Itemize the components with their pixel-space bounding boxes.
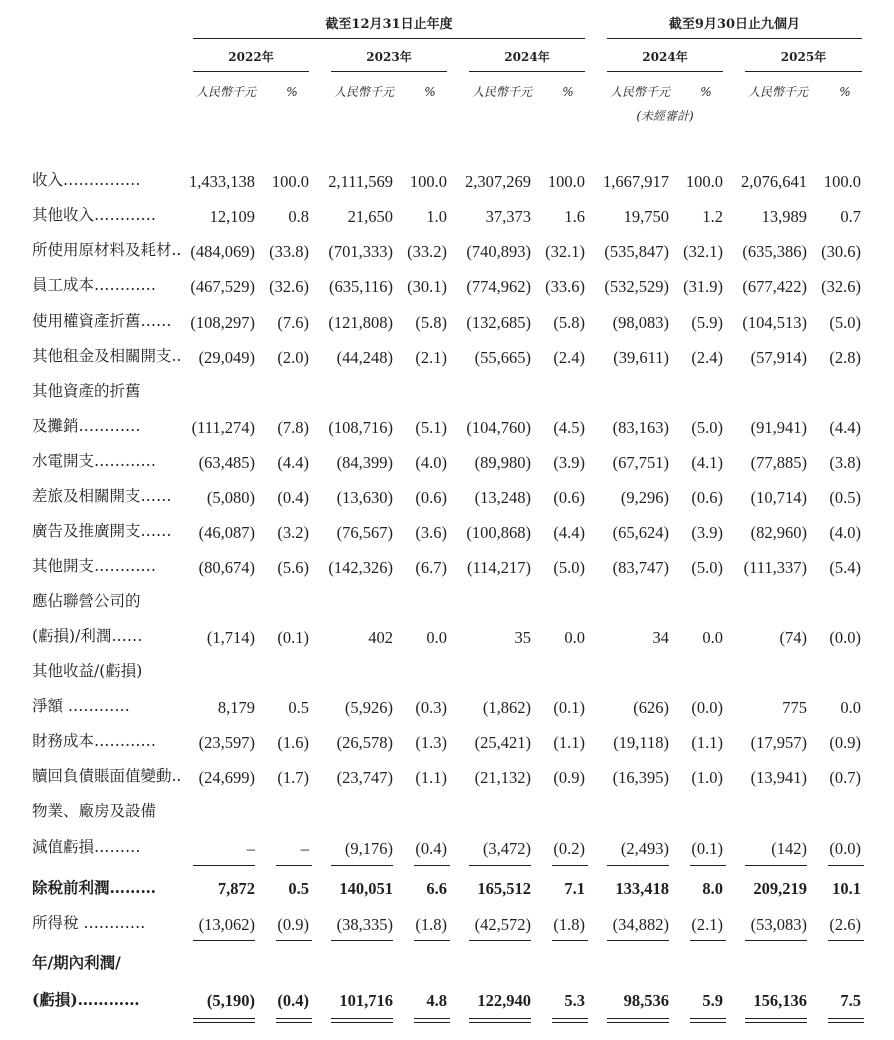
row-label: 水電開支………… [32,452,157,470]
amount-cell: (63,485) [198,453,255,472]
amount-cell: (532,529) [604,277,669,296]
amount-cell: 2,111,569 [328,172,393,191]
amount-cell: (38,335) [336,915,393,934]
amount-cell: 122,940 [477,991,531,1010]
amount-cell: (121,808) [328,313,393,332]
total-double-rule [745,1018,807,1019]
amount-cell: (53,083) [750,915,807,934]
subtotal-rule [331,940,393,941]
amount-cell: 165,512 [477,879,531,898]
subtotal-rule [331,865,393,866]
amount-cell: 1,667,917 [603,172,669,191]
row-label: 廣告及推廣開支…… [32,522,172,540]
amount-cell: (111,337) [743,558,807,577]
total-double-rule [690,1022,726,1023]
amount-cell: 101,716 [339,991,393,1010]
amount-cell: (13,062) [198,915,255,934]
percent-cell: (0.9) [553,768,585,787]
year-header: 2022年 [228,50,274,64]
subtotal-rule [828,865,864,866]
amount-cell: (467,529) [190,277,255,296]
amount-cell: (84,399) [336,453,393,472]
amount-cell: (10,714) [750,488,807,507]
percent-cell: 1.0 [426,207,447,226]
subtotal-rule [414,940,450,941]
percent-cell: (0.6) [691,488,723,507]
subtotal-rule [552,940,588,941]
amount-cell: (104,513) [742,313,807,332]
percent-cell: (5.0) [691,558,723,577]
percent-cell: (4.0) [415,453,447,472]
total-double-rule [331,1022,393,1023]
row-label: 使用權資產折舊…… [32,312,172,330]
percent-cell: (0.6) [415,488,447,507]
total-double-rule [276,1018,312,1019]
amount-cell: (76,567) [336,523,393,542]
amount-cell: (24,699) [198,768,255,787]
subtotal-rule [552,865,588,866]
amount-cell: (80,674) [198,558,255,577]
percent-cell: (0.1) [277,628,309,647]
amount-cell: (132,685) [466,313,531,332]
amount-cell: (626) [633,698,669,717]
row-label: 應佔聯營公司的 [32,592,141,610]
percent-cell: (0.0) [829,628,861,647]
unit-amount: 人民幣千元 [747,85,808,99]
percent-cell: (0.4) [277,991,309,1010]
amount-cell: 19,750 [623,207,669,226]
amount-cell: (19,118) [613,733,669,752]
amount-cell: 2,076,641 [741,172,807,191]
percent-cell: (5.8) [553,313,585,332]
total-double-rule [607,1018,669,1019]
amount-cell: (23,597) [198,733,255,752]
row-label: 員工成本………… [32,276,157,294]
percent-cell: (2.0) [277,348,309,367]
amount-cell: (55,665) [474,348,531,367]
percent-cell: (0.4) [415,839,447,858]
amount-cell: (774,962) [466,277,531,296]
percent-cell: (30.1) [407,277,447,296]
amount-cell: 1,433,138 [189,172,255,191]
amount-cell: (17,957) [750,733,807,752]
amount-cell: (13,941) [750,768,807,787]
percent-cell: 0.7 [840,207,861,226]
subtotal-rule [745,865,807,866]
amount-cell: 133,418 [615,879,669,898]
percent-cell: 0.0 [564,628,585,647]
amount-cell: (740,893) [466,242,531,261]
amount-cell: (23,747) [336,768,393,787]
percent-cell: (4.4) [553,523,585,542]
total-double-rule [552,1018,588,1019]
percent-cell: (5.8) [415,313,447,332]
row-label: 及攤銷………… [32,417,141,435]
percent-cell: (5.4) [829,558,861,577]
amount-cell: (25,421) [474,733,531,752]
amount-cell: 12,109 [209,207,255,226]
amount-cell: 34 [652,628,669,647]
unit-percent: % [700,85,712,99]
amount-cell: (114,217) [466,558,531,577]
percent-cell: (1.7) [277,768,309,787]
row-label: (虧損)………… [32,990,140,1009]
percent-cell: 4.8 [426,991,447,1010]
amount-cell: (5,926) [344,698,393,717]
percent-cell: (3.9) [691,523,723,542]
unit-percent: % [424,85,436,99]
row-label: 所使用原材料及耗材.. [32,241,182,259]
amount-cell: 2,307,269 [465,172,531,191]
amount-cell: (39,611) [613,348,669,367]
amount-cell: 21,650 [347,207,393,226]
total-double-rule [828,1018,864,1019]
subtotal-rule [690,865,726,866]
subtotal-rule [607,865,669,866]
row-label: 所得稅 ………… [32,914,146,932]
percent-cell: 100.0 [823,172,861,191]
percent-cell: (0.1) [553,698,585,717]
percent-cell: (4.4) [277,453,309,472]
percent-cell: (5.0) [691,418,723,437]
subtotal-rule [690,940,726,941]
amount-cell: (65,624) [612,523,669,542]
percent-cell: (0.9) [829,733,861,752]
subtotal-rule [828,940,864,941]
percent-cell: 0.0 [702,628,723,647]
amount-cell: (1,862) [482,698,531,717]
amount-cell: (9,176) [344,839,393,858]
amount-cell: (9,296) [620,488,669,507]
percent-cell: 5.3 [564,991,585,1010]
total-double-rule [193,1022,255,1023]
amount-cell: (3,472) [482,839,531,858]
percent-cell: 7.5 [840,991,861,1010]
amount-cell: (26,578) [336,733,393,752]
unit-amount: 人民幣千元 [609,85,670,99]
amount-cell: (13,630) [336,488,393,507]
subtotal-rule [469,865,531,866]
row-label: 財務成本………… [32,732,157,750]
percent-cell: (3.2) [277,523,309,542]
percent-cell: (1.1) [691,733,723,752]
percent-cell: 0.0 [840,698,861,717]
unit-percent: % [562,85,574,99]
percent-cell: (30.6) [821,242,861,261]
amount-cell: 7,872 [217,879,255,898]
row-label: 其他開支………… [32,557,157,575]
percent-cell: (1.1) [553,733,585,752]
percent-cell: 8.0 [702,879,723,898]
percent-cell: 1.6 [564,207,585,226]
amount-cell: (484,069) [190,242,255,261]
row-label: 減值虧損……… [32,838,141,856]
amount-cell: (1,714) [206,628,255,647]
percent-cell: 0.8 [288,207,309,226]
subtotal-rule [414,865,450,866]
percent-cell: (4.5) [553,418,585,437]
amount-cell: (635,116) [328,277,393,296]
total-double-rule [414,1018,450,1019]
year-header: 2024年 [504,50,550,64]
percent-cell: (6.7) [415,558,447,577]
subtotal-rule [469,940,531,941]
row-label: 其他資產的折舊 [32,382,141,400]
percent-cell: (2.4) [553,348,585,367]
total-double-rule [469,1018,531,1019]
year-underline [193,71,309,72]
total-double-rule [193,1018,255,1019]
percent-cell: 100.0 [409,172,447,191]
amount-cell: 156,136 [753,991,807,1010]
row-label: 其他收益/(虧損) [32,662,143,680]
amount-cell: 402 [368,628,393,647]
percent-cell: 5.9 [702,991,723,1010]
percent-cell: 10.1 [832,879,861,898]
percent-cell: 6.6 [426,879,447,898]
percent-cell: (3.6) [415,523,447,542]
percent-cell: (4.4) [829,418,861,437]
percent-cell: (32.1) [545,242,585,261]
amount-cell: 140,051 [339,879,393,898]
amount-cell: (701,333) [328,242,393,261]
percent-cell: (33.2) [407,242,447,261]
row-label: 差旅及相關開支…… [32,487,172,505]
amount-cell: (42,572) [474,915,531,934]
percent-cell: (7.8) [277,418,309,437]
row-label: 贖回負債賬面值變動.. [32,767,182,785]
group-header-nine-months: 截至9月30日止九個月 [668,17,801,32]
row-label: 其他租金及相關開支.. [32,347,182,365]
percent-cell: (0.5) [829,488,861,507]
percent-cell: (33.8) [269,242,309,261]
group-header-fiscal-year: 截至12月31日止年度 [325,17,453,32]
total-double-rule [607,1022,669,1023]
amount-cell: – [246,839,255,858]
total-double-rule [552,1022,588,1023]
subtotal-rule [193,940,255,941]
amount-cell: (635,386) [742,242,807,261]
amount-cell: (83,747) [612,558,669,577]
percent-cell: 100.0 [547,172,585,191]
percent-cell: 100.0 [685,172,723,191]
year-header: 2024年 [642,50,688,64]
percent-cell: (3.8) [829,453,861,472]
percent-cell: (5.0) [829,313,861,332]
percent-cell: (33.6) [545,277,585,296]
percent-cell: (4.0) [829,523,861,542]
amount-cell: (111,274) [191,418,255,437]
amount-cell: (57,914) [750,348,807,367]
amount-cell: (29,049) [198,348,255,367]
amount-cell: 37,373 [485,207,531,226]
unit-amount: 人民幣千元 [333,85,394,99]
year-underline [469,71,585,72]
percent-cell: 0.0 [426,628,447,647]
percent-cell: (5.9) [691,313,723,332]
row-label: 物業、廠房及設備 [32,802,157,820]
amount-cell: 775 [782,698,807,717]
percent-cell: (3.9) [553,453,585,472]
percent-cell: (2.1) [691,915,723,934]
percent-cell: (7.6) [277,313,309,332]
percent-cell: 0.5 [288,698,309,717]
amount-cell: (46,087) [198,523,255,542]
amount-cell: (108,297) [190,313,255,332]
year-header: 2023年 [366,50,412,64]
percent-cell: (0.1) [691,839,723,858]
amount-cell: (104,760) [466,418,531,437]
amount-cell: (74) [779,628,807,647]
unit-percent: % [286,85,298,99]
amount-cell: (77,885) [750,453,807,472]
percent-cell: (0.4) [277,488,309,507]
percent-cell: (0.7) [829,768,861,787]
amount-cell: (535,847) [604,242,669,261]
percent-cell: (5.1) [415,418,447,437]
amount-cell: (89,980) [474,453,531,472]
row-label: 除稅前利潤……… [32,878,157,897]
percent-cell: (0.9) [277,915,309,934]
percent-cell: (2.4) [691,348,723,367]
amount-cell: 8,179 [217,698,255,717]
percent-cell: 100.0 [271,172,309,191]
percent-cell: 7.1 [564,879,585,898]
amount-cell: (98,083) [612,313,669,332]
group-underline [193,38,585,39]
percent-cell: (4.1) [691,453,723,472]
total-double-rule [276,1022,312,1023]
amount-cell: (142) [771,839,807,858]
percent-cell: 0.5 [288,879,309,898]
percent-cell: (1.3) [415,733,447,752]
percent-cell: (1.1) [415,768,447,787]
percent-cell: (32.1) [683,242,723,261]
percent-cell: (2.6) [829,915,861,934]
amount-cell: (13,248) [474,488,531,507]
percent-cell: (32.6) [821,277,861,296]
amount-cell: (677,422) [742,277,807,296]
amount-cell: (142,326) [328,558,393,577]
amount-cell: (67,751) [612,453,669,472]
percent-cell: (0.2) [553,839,585,858]
percent-cell: (5.0) [553,558,585,577]
year-header: 2025年 [780,50,827,64]
total-double-rule [745,1022,807,1023]
row-label: 年/期內利潤/ [32,953,121,972]
row-label: 收入…………… [32,171,141,189]
amount-cell: (5,190) [206,991,255,1010]
percent-cell: (31.9) [683,277,723,296]
subtotal-rule [276,865,312,866]
amount-cell: 98,536 [623,991,669,1010]
percent-cell: (32.6) [269,277,309,296]
percent-cell: (2.1) [415,348,447,367]
unit-percent: % [839,85,851,99]
row-label: 淨額 ………… [32,697,130,715]
amount-cell: 13,989 [761,207,807,226]
amount-cell: (34,882) [612,915,669,934]
row-label: 其他收入………… [32,206,157,224]
percent-cell: (5.6) [277,558,309,577]
amount-cell: 35 [514,628,531,647]
subtotal-rule [607,940,669,941]
row-label: (虧損)/利潤…… [32,627,143,645]
amount-cell: (100,868) [466,523,531,542]
percent-cell: (0.3) [415,698,447,717]
unit-amount: 人民幣千元 [195,85,256,99]
percent-cell: (0.6) [553,488,585,507]
percent-cell: (2.8) [829,348,861,367]
percent-cell: (0.0) [691,698,723,717]
total-double-rule [469,1022,531,1023]
year-underline [607,71,723,72]
amount-cell: (108,716) [328,418,393,437]
amount-cell: (91,941) [750,418,807,437]
percent-cell: (1.8) [553,915,585,934]
subtotal-rule [193,865,255,866]
year-underline [745,71,862,72]
amount-cell: (16,395) [612,768,669,787]
amount-cell: 209,219 [753,879,807,898]
total-double-rule [331,1018,393,1019]
percent-cell: (1.8) [415,915,447,934]
total-double-rule [828,1022,864,1023]
subtotal-rule [276,940,312,941]
year-underline [331,71,447,72]
unaudited-note: (未經審計) [636,109,694,123]
amount-cell: (44,248) [336,348,393,367]
amount-cell: (83,163) [612,418,669,437]
subtotal-rule [745,940,807,941]
unit-amount: 人民幣千元 [471,85,532,99]
percent-cell: (0.0) [829,839,861,858]
total-double-rule [414,1022,450,1023]
percent-cell: (1.6) [277,733,309,752]
amount-cell: (82,960) [750,523,807,542]
amount-cell: (21,132) [474,768,531,787]
total-double-rule [690,1018,726,1019]
amount-cell: (5,080) [206,488,255,507]
percent-cell: – [300,839,309,858]
amount-cell: (2,493) [620,839,669,858]
percent-cell: (1.0) [691,768,723,787]
percent-cell: 1.2 [702,207,723,226]
group-underline [607,38,862,39]
